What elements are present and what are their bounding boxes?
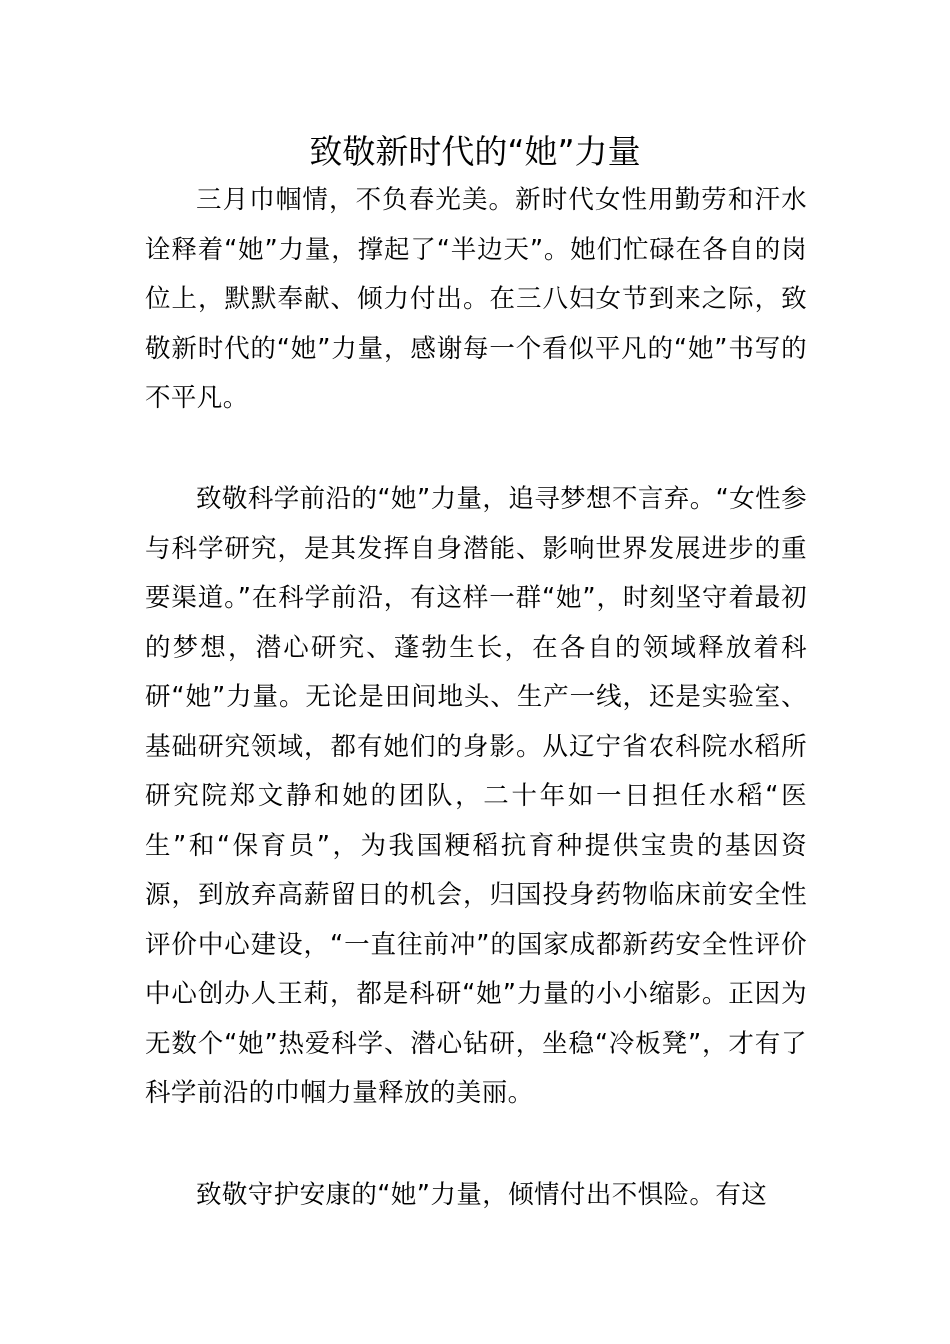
paragraph-intro: 三月巾帼情，不负春光美。新时代女性用勤劳和汗水诠释着“她”力量，撑起了“半边天”。她们忙碌在各自的岗位上，默默奉献、倾力付出。在三八妇女节到来之际，致敬新时代的“她”力量，感谢每一个看似平凡的“她”书写的不平凡。: [145, 185, 807, 413]
paragraph-science: 致敬科学前沿的“她”力量，追寻梦想不言弃。“女性参与科学研究，是其发挥自身潜能、影响世界发展进步的重要渠道。”在科学前沿，有这样一群“她”，时刻坚守着最初的梦想，潜心研究、蓬勃生长，在各自的领域释放着科研“她”力量。无论是田间地头、生产一线，还是实验室、基础研究领域，都有她们的身影。从辽宁省农科院水稻所研究院郑文静和她的团队，二十年如一日担任水稻“医生”和“保育员”，为我国粳稻抗育种提供宝贵的基因资源，到放弃高薪留日的机会，归国投身药物临床前安全性评价中心建设，“一直往前冲”的国家成都新药安全性评价中心创办人王莉，都是科研“她”力量的小小缩影。正因为无数个“她”热爱科学、潜心钻研，坐稳“冷板凳”，才有了科学前沿的巾帼力量释放的美丽。: [145, 484, 807, 1108]
document-title: 致敬新时代的“她”力量: [309, 132, 641, 171]
paragraph-safety: 致敬守护安康的“她”力量，倾情付出不惧险。有这: [196, 1180, 768, 1210]
